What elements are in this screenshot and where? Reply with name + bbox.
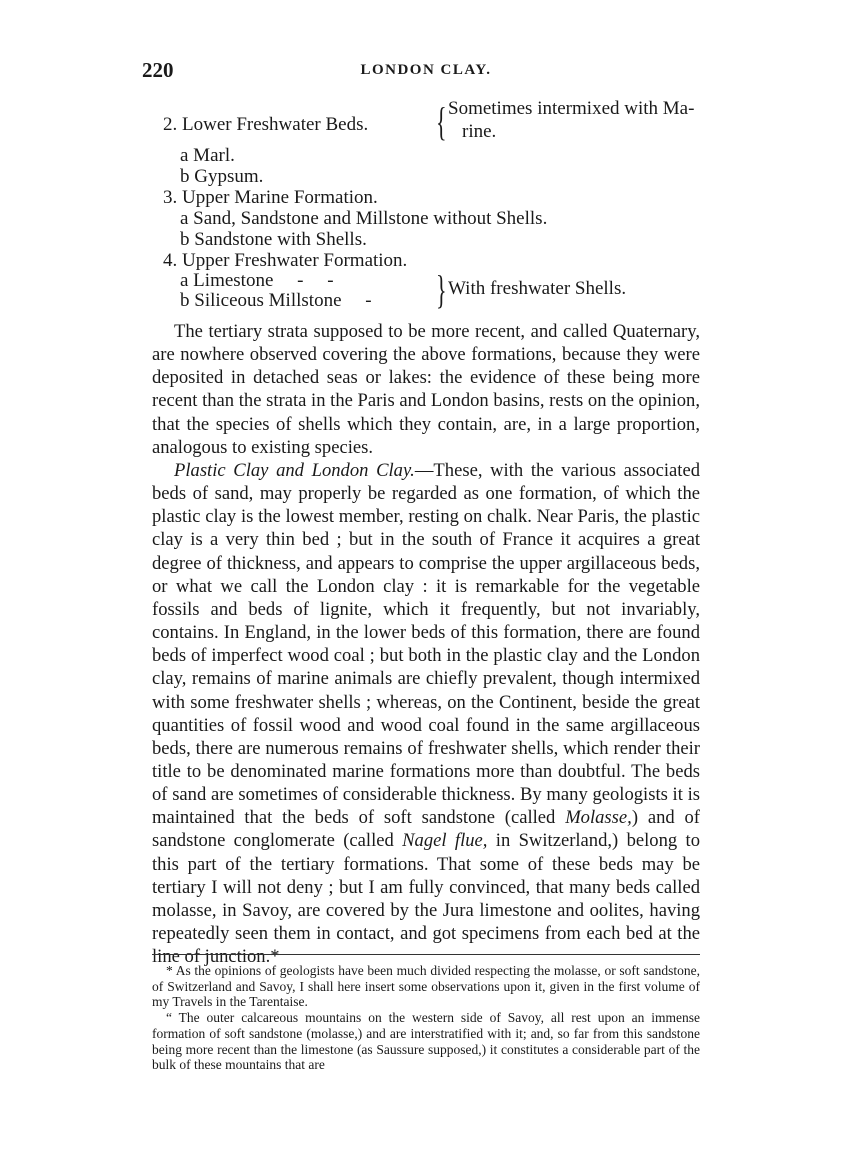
paragraph-plastic-clay: Plastic Clay and London Clay.—These, with the various associated beds of sand, may properly be regarded as one formation, of which the plastic clay is the lowest member, resting on chalk. Near Paris, the plastic clay is a very thin bed ; but in the south of France it acquires a great degree of thickness, and appears to comprise the upper argillaceous beds, or what we call the London clay : it is remarkable for the vegetable fossils and beds of lignite, which it frequently, but not invariably, contains. In England, in the lower beds of this formation, there are found beds of imperfect wood coal ; but both in the plastic clay and the London clay, remains of marine animals are chiefly prevalent, though intermixed with some freshwater shells ; whereas, on the Continent, beside the great quantities of fossil wood and wood coal found in the same argillaceous beds, there are numerous remains of freshwater shells, which render their title to be denominated marine formations more than doubtful. The beds of sand are sometimes of considerable thickness. By many geologists it is maintained that the beds of soft sandstone (called Molasse,) and of sandstone conglomerate (called Nagel flue, in Switzerland,) belong to this part of the tertiary formations. That some of these beds may be tertiary I will not deny ; but I am fully convinced, that many beds called molasse, in Savoy, are covered by the Jura limestone and oolites, having repeatedly seen them in contact, and got specimens from each bed at the line of junction.* — [152, 459, 701, 968]
outline-item-3: 3. Upper Marine Formation. — [163, 187, 378, 208]
brace-item-4: } — [436, 267, 447, 312]
outline-item-2a: a Marl. — [180, 145, 235, 166]
outline-item-2-note-line1: Sometimes intermixed with Ma- — [448, 98, 695, 119]
outline-item-2-note-line2: rine. — [462, 121, 497, 142]
outline-item-4: 4. Upper Freshwater Formation. — [163, 250, 408, 271]
body-text — [152, 320, 700, 968]
outline-item-2: 2. Lower Freshwater Beds. — [163, 114, 369, 135]
brace-item-2: { — [436, 99, 447, 144]
section-heading: Plastic Clay and London Clay. — [174, 459, 415, 481]
term-molasse: Molasse, — [565, 807, 632, 829]
paragraph-quaternary: The tertiary strata supposed to be more recent, and called Quaternary, are nowhere observed covering the above formations, because they were deposited in detached seas or lakes: the evidence of these being more recent than the strata in the Paris and London basins, rests on the opinion, that the species of shells which they contain, are, in a large proportion, analogous to existing species. — [152, 321, 700, 458]
outline-item-4-note: With freshwater Shells. — [448, 278, 627, 299]
page-number: 220 — [142, 58, 174, 82]
outline-item-3b: b Sandstone with Shells. — [180, 229, 367, 250]
outline-item-3a: a Sand, Sandstone and Millstone without Shells. — [180, 208, 548, 229]
outline-item-2b: b Gypsum. — [180, 166, 264, 187]
outline-item-4a: a Limestone - - — [180, 270, 334, 291]
footnote-2: “ The outer calcareous mountains on the western side of Savoy, all rest upon an immense formation of soft sandstone (molasse,) and are interstratified with it; and, so far from this sandstone being more recent than the limestone (as Saussure supposed,) it constitutes a considerable part of the bulk of these mountains that are — [152, 1010, 700, 1073]
footnote-divider — [152, 954, 700, 955]
term-nagel-flue: Nagel flue, — [402, 830, 488, 852]
footnotes — [152, 963, 700, 1073]
page-header — [142, 58, 710, 84]
footnote-1: * As the opinions of geologists have been much divided respecting the molasse, or soft sandstone, of Switzerland and Savoy, I shall here insert some observations upon it, given in the first volume of my Travels in the Tarentaise. — [152, 963, 700, 1010]
outline-item-4b: b Siliceous Millstone - — [180, 290, 372, 311]
running-head: LONDON CLAY. — [360, 62, 492, 78]
